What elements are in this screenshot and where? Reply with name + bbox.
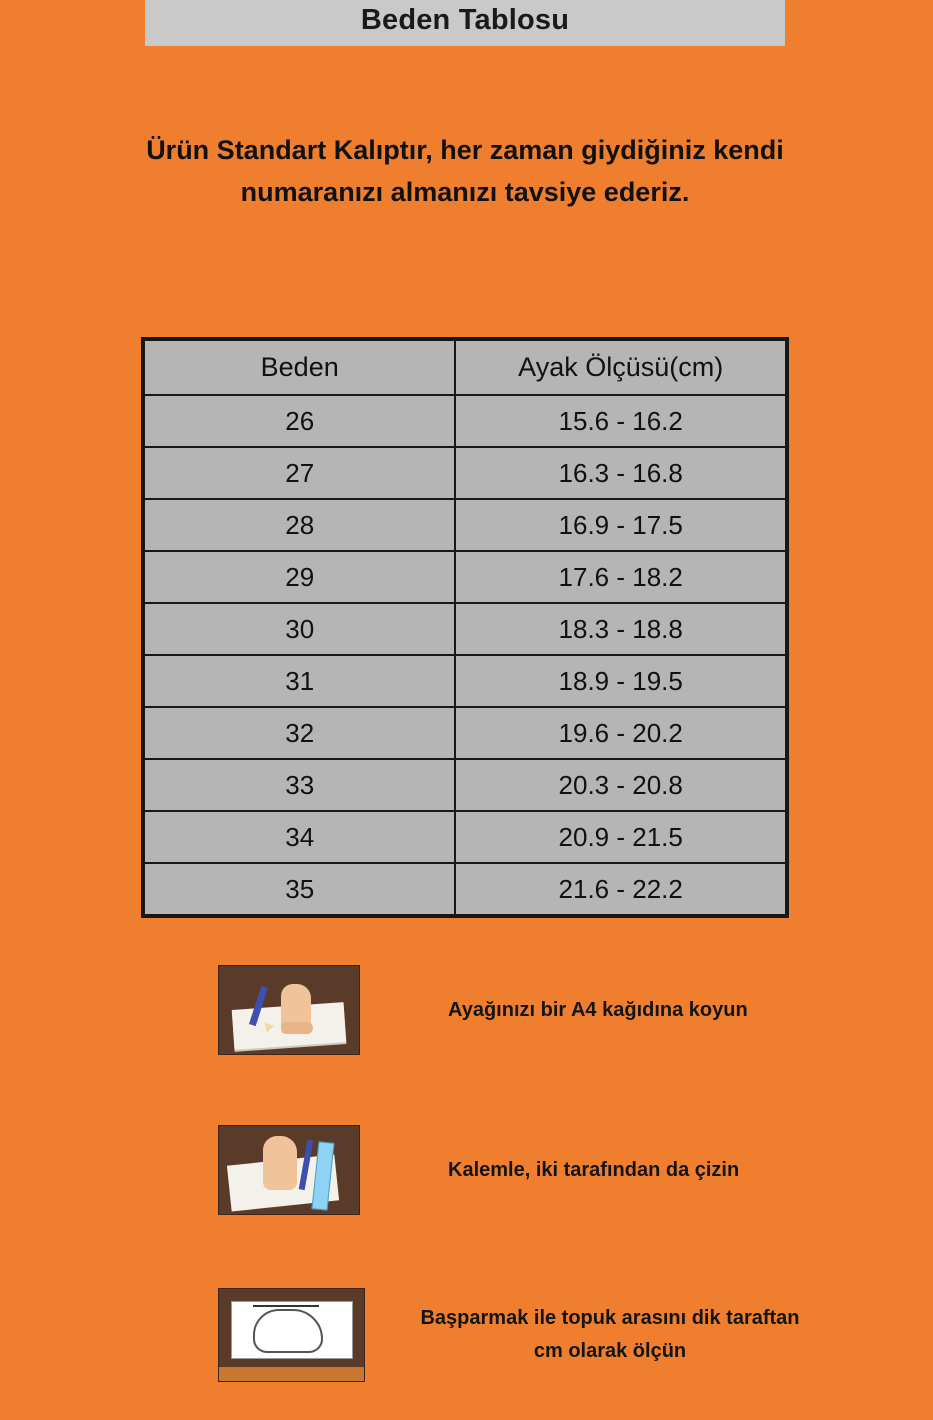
page-title-bar <box>145 0 785 46</box>
intro-text: Ürün Standart Kalıptır, her zaman giydiğiniz kendi numaranızı almanızı tavsiye ederiz. <box>146 135 784 207</box>
cell-beden: 31 <box>145 655 455 707</box>
cell-beden: 29 <box>145 551 455 603</box>
cell-beden: 27 <box>145 447 455 499</box>
instruction-steps <box>0 930 933 1420</box>
column-header-ayak-olcusu: Ayak Ölçüsü(cm) <box>455 341 785 395</box>
table-row <box>145 499 785 551</box>
cell-olcu: 19.6 - 20.2 <box>455 707 785 759</box>
page-title: Beden Tablosu <box>360 3 570 36</box>
instruction-step-3 <box>0 1250 933 1420</box>
foot-on-paper-icon <box>218 965 360 1055</box>
instruction-step-1 <box>0 930 933 1090</box>
table-row <box>145 811 785 863</box>
cell-olcu: 18.9 - 19.5 <box>455 655 785 707</box>
table-row <box>145 395 785 447</box>
table-row <box>145 447 785 499</box>
size-table-container <box>141 337 789 918</box>
cell-olcu: 20.3 - 20.8 <box>455 759 785 811</box>
column-header-beden: Beden <box>145 341 455 395</box>
cell-olcu: 16.9 - 17.5 <box>455 499 785 551</box>
table-row <box>145 863 785 914</box>
cell-beden: 30 <box>145 603 455 655</box>
cell-olcu: 17.6 - 18.2 <box>455 551 785 603</box>
table-row <box>145 603 785 655</box>
foot-trace-pencil-icon <box>218 1125 360 1215</box>
table-row <box>145 759 785 811</box>
step-1-caption: Ayağınızı bir A4 kağıdına koyun <box>448 998 748 1021</box>
cell-beden: 35 <box>145 863 455 914</box>
table-row <box>145 655 785 707</box>
table-row <box>145 551 785 603</box>
cell-olcu: 15.6 - 16.2 <box>455 395 785 447</box>
table-header-row <box>145 341 785 395</box>
cell-olcu: 20.9 - 21.5 <box>455 811 785 863</box>
instruction-step-2 <box>0 1090 933 1250</box>
cell-olcu: 18.3 - 18.8 <box>455 603 785 655</box>
table-row <box>145 707 785 759</box>
cell-olcu: 16.3 - 16.8 <box>455 447 785 499</box>
step-3-caption: Başparmak ile topuk arasını dik taraftan cm olarak ölçün <box>420 1307 800 1362</box>
size-table <box>145 341 785 914</box>
foot-measure-ruler-icon <box>218 1288 365 1382</box>
cell-olcu: 21.6 - 22.2 <box>455 863 785 914</box>
cell-beden: 34 <box>145 811 455 863</box>
cell-beden: 26 <box>145 395 455 447</box>
cell-beden: 33 <box>145 759 455 811</box>
cell-beden: 32 <box>145 707 455 759</box>
cell-beden: 28 <box>145 499 455 551</box>
step-2-caption: Kalemle, iki tarafından da çizin <box>448 1158 740 1181</box>
